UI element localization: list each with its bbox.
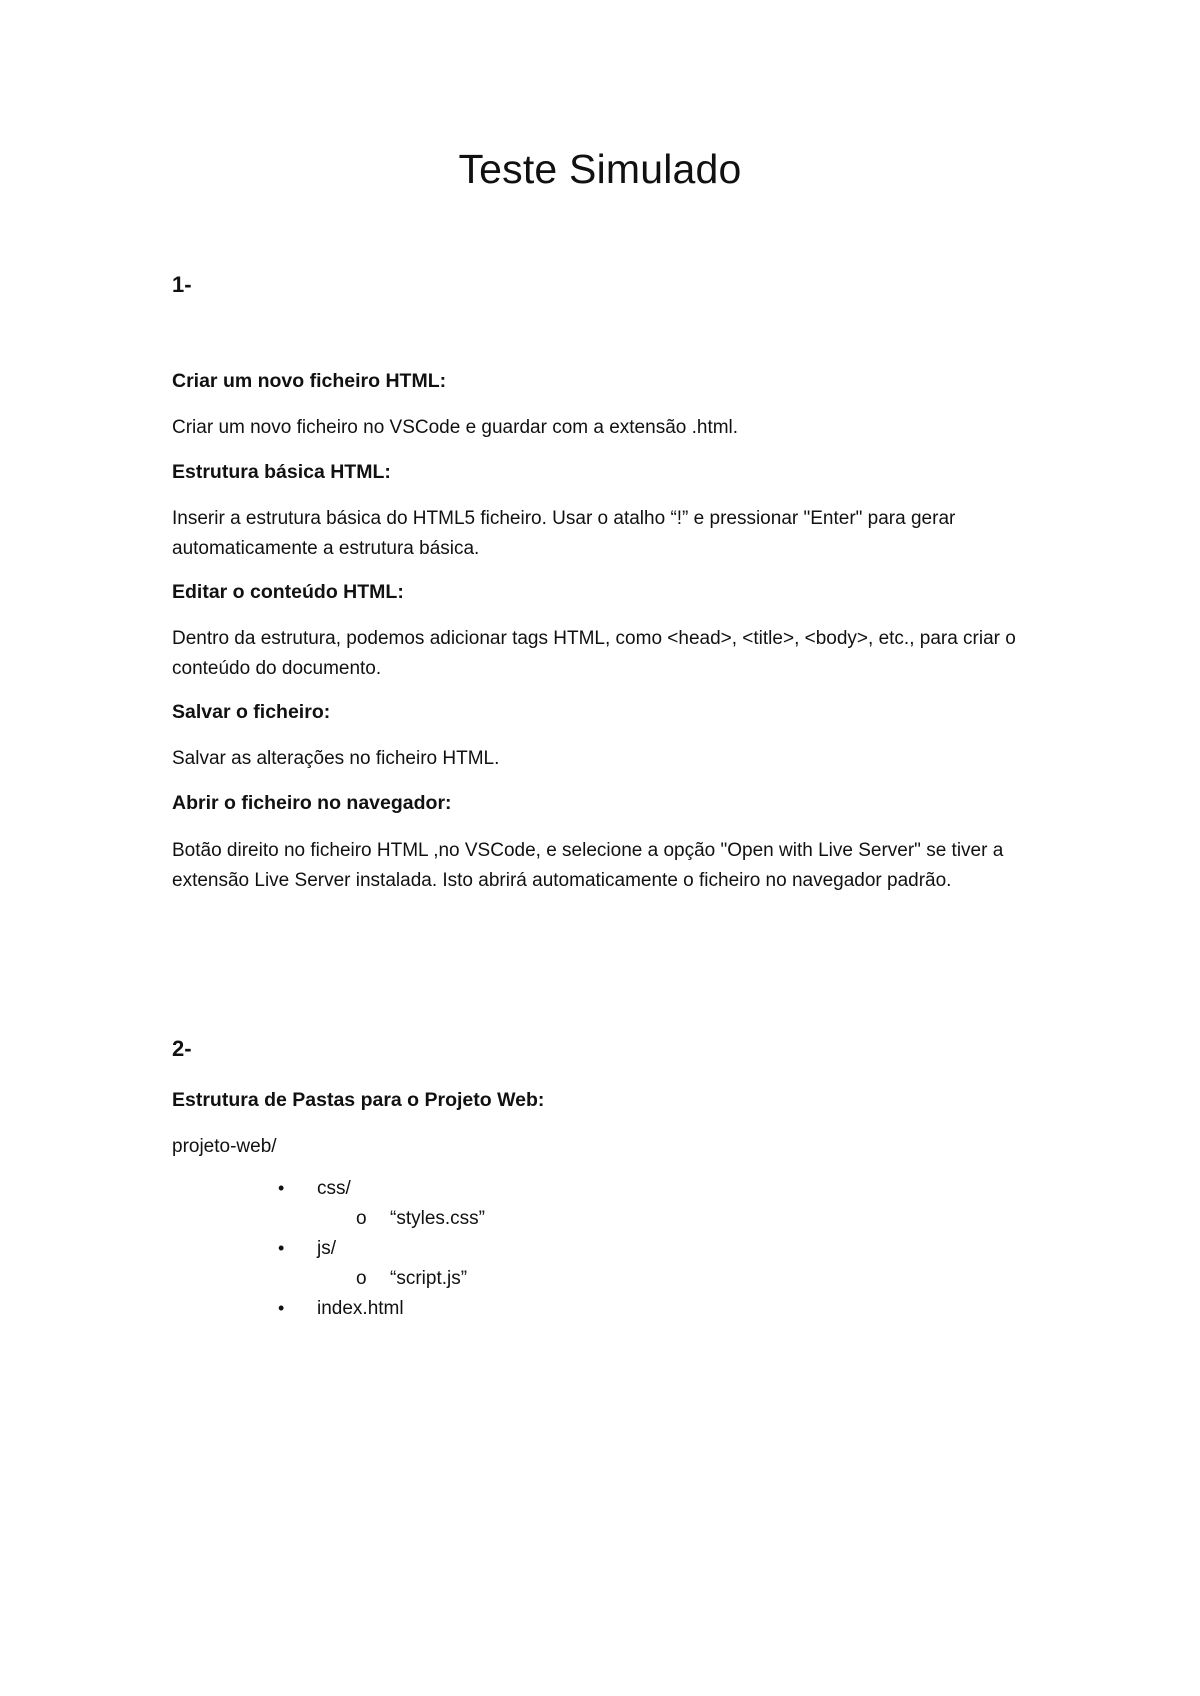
file-name: “styles.css” [390, 1208, 485, 1229]
section-1-heading-save-file: Salvar o ficheiro: [172, 701, 331, 723]
sub-bullet-icon: o [356, 1208, 367, 1229]
section-1-text-open-browser: Botão direito no ficheiro HTML ,no VSCode, e selecione a opção "Open with Live Server" se tiver a extensão Live Server instalada. Isto abrirá automaticamente o ficheiro no navegador padrão. [172, 840, 1004, 891]
document-title: Teste Simulado [458, 146, 742, 192]
section-2-number: 2- [172, 1036, 192, 1061]
section-1-text-basic-structure: Inserir a estrutura básica do HTML5 ficheiro. Usar o atalho “!” e pressionar "Enter" para gerar automaticamente a estrutura básica. [172, 508, 956, 559]
folder-name: css/ [317, 1178, 351, 1199]
section-1-heading-create-file: Criar um novo ficheiro HTML: [172, 370, 447, 392]
section-1-text-edit-content: Dentro da estrutura, podemos adicionar tags HTML, como <head>, <title>, <body>, etc., para criar o conteúdo do documento. [172, 628, 1016, 679]
file-name: index.html [317, 1298, 404, 1319]
bullet-icon: • [278, 1178, 285, 1198]
bullet-icon: • [278, 1298, 285, 1318]
section-1-heading-open-browser: Abrir o ficheiro no navegador: [172, 792, 452, 814]
section-1-number: 1- [172, 272, 192, 297]
bullet-icon: • [278, 1238, 285, 1258]
sub-bullet-icon: o [356, 1268, 367, 1289]
section-2-heading: Estrutura de Pastas para o Projeto Web: [172, 1089, 545, 1111]
section-1-text-save-file: Salvar as alterações no ficheiro HTML. [172, 748, 500, 769]
section-1-heading-basic-structure: Estrutura básica HTML: [172, 461, 391, 483]
section-1-heading-edit-content: Editar o conteúdo HTML: [172, 581, 404, 603]
section-1-text-create-file: Criar um novo ficheiro no VSCode e guardar com a extensão .html. [172, 417, 739, 438]
folder-root: projeto-web/ [172, 1136, 277, 1157]
file-name: “script.js” [390, 1268, 468, 1289]
folder-name: js/ [317, 1238, 336, 1259]
